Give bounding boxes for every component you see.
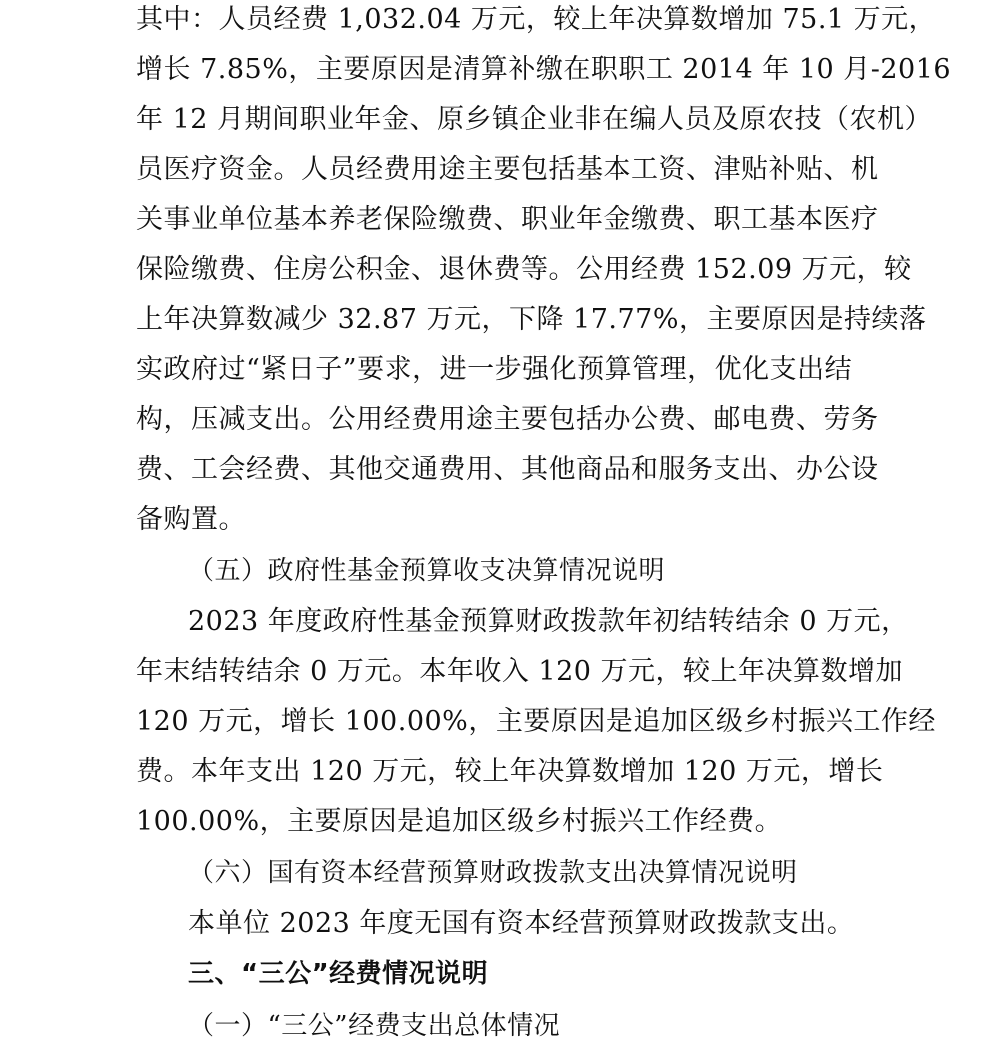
section-heading-6: （六）国有资本经营预算财政拨款支出决算情况说明 xyxy=(188,858,798,888)
section-heading-3-1: （一）“三公”经费支出总体情况 xyxy=(188,1011,561,1041)
paragraph-line: 本单位 2023 年度无国有资本经营预算财政拨款支出。 xyxy=(188,908,855,939)
section-heading-3: 三、“三公”经费情况说明 xyxy=(188,959,489,989)
paragraph-line: 2023 年度政府性基金预算财政拨款年初结转结余 0 万元， xyxy=(188,606,909,637)
paragraph-line: 保险缴费、住房公积金、退休费等。公用经费 152.09 万元，较 xyxy=(136,254,912,285)
paragraph-line: 上年决算数减少 32.87 万元，下降 17.77%，主要原因是持续落 xyxy=(136,304,927,335)
paragraph-line: 年 12 月期间职业年金、原乡镇企业非在编人员及原农技（农机） xyxy=(136,104,933,135)
paragraph-line: 其中：人员经费 1,032.04 万元，较上年决算数增加 75.1 万元， xyxy=(136,4,937,35)
section-heading-5: （五）政府性基金预算收支决算情况说明 xyxy=(188,556,666,586)
paragraph-line: 增长 7.85%，主要原因是清算补缴在职职工 2014 年 10 月-2016 xyxy=(136,54,952,85)
paragraph-line: 备购置。 xyxy=(136,504,246,535)
paragraph-line: 实政府过“紧日子”要求，进一步强化预算管理，优化支出结 xyxy=(136,354,853,385)
paragraph-line: 费。本年支出 120 万元，较上年决算数增加 120 万元，增长 xyxy=(136,756,884,787)
paragraph-line: 关事业单位基本养老保险缴费、职业年金缴费、职工基本医疗 xyxy=(136,204,879,235)
paragraph-line: 费、工会经费、其他交通费用、其他商品和服务支出、办公设 xyxy=(136,454,879,485)
paragraph-line: 构，压减支出。公用经费用途主要包括办公费、邮电费、劳务 xyxy=(136,404,879,435)
paragraph-line: 员医疗资金。人员经费用途主要包括基本工资、津贴补贴、机 xyxy=(136,154,879,185)
paragraph-line: 100.00%，主要原因是追加区级乡村振兴工作经费。 xyxy=(136,806,783,837)
paragraph-line: 年末结转结余 0 万元。本年收入 120 万元，较上年决算数增加 xyxy=(136,656,904,687)
paragraph-line: 120 万元，增长 100.00%，主要原因是追加区级乡村振兴工作经 xyxy=(136,706,936,737)
